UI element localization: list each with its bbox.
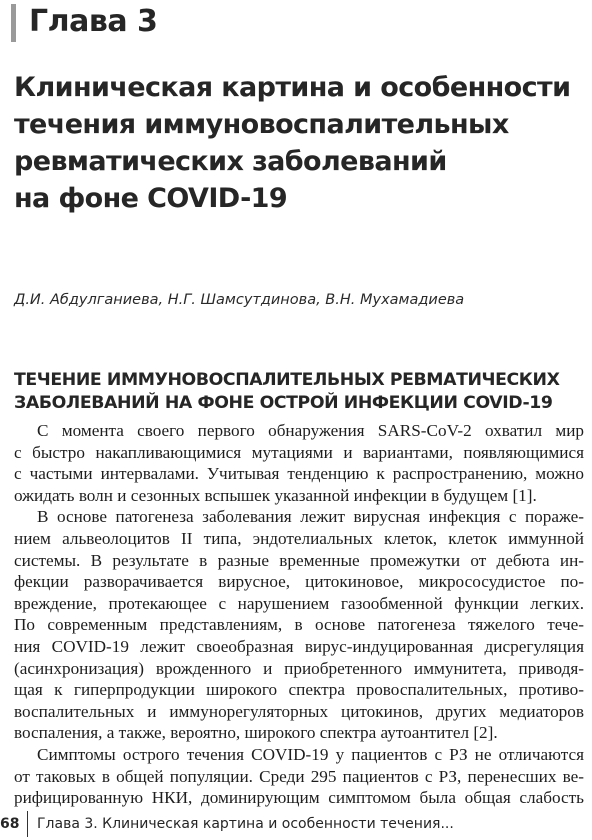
paragraph-line: от таковых в общей популяции. Среди 295 пациентов с РЗ, перенесших ве- xyxy=(14,766,584,786)
paragraph-line: С момента своего первого обнаружения SARS-CoV-2 охватил мир xyxy=(37,421,584,440)
body-text xyxy=(14,420,584,809)
footer-divider xyxy=(27,811,28,837)
paragraph-line: Симптомы острого течения COVID-19 у пациентов с РЗ не отличаются xyxy=(37,744,584,764)
page-number: 68 xyxy=(0,816,20,832)
chapter-title-line: Клиническая картина и особенности xyxy=(14,72,571,103)
paragraph-line: щая к гиперпродукции широкого спектра провоспалительных, противо- xyxy=(14,680,584,700)
paragraph-line: с частыми интервалами. Учитывая тенденцию к распространению, можно xyxy=(14,464,584,484)
page-footer xyxy=(0,810,592,838)
paragraph-line: ожидать волн и сезонных вспышек указанной инфекции в будущем [1]. xyxy=(14,485,537,505)
paragraph-line: (асинхронизация) врожденного и приобретенного иммунитета, приводя- xyxy=(14,658,584,678)
paragraph-line: воспалительных и иммунорегуляторных цитокинов, других медиаторов xyxy=(14,701,584,721)
authors-line: Д.И. Абдулганиева, Н.Г. Шамсутдинова, В.Н. Мухамадиева xyxy=(14,292,465,308)
paragraph-line: системы. В результате в разные временные промежутки от дебюта ин- xyxy=(14,550,584,570)
paragraph-line: вреждение, протекающее с нарушением газообменной функции легких. xyxy=(14,593,584,613)
section-heading xyxy=(14,369,584,415)
paragraph-line: нием альвеолоцитов II типа, эндотелиальных клеток, клеток иммунной xyxy=(14,528,584,548)
paragraph-line: По современным представлениям, в основе патогенеза тяжелого тече- xyxy=(14,615,584,635)
paragraph-line: воспаления, а также, вероятно, широкого спектра аутоантител [2]. xyxy=(14,723,498,743)
paragraph-line: ния COVID-19 лежит своеобразная вирус-индуцированная дисрегуляция xyxy=(14,636,584,656)
section-heading-line: ТЕЧЕНИЕ ИММУНОВОСПАЛИТЕЛЬНЫХ РЕВМАТИЧЕСКИХ xyxy=(14,370,560,390)
chapter-title xyxy=(14,69,584,217)
section-heading-line: ЗАБОЛЕВАНИЙ НА ФОНЕ ОСТРОЙ ИНФЕКЦИИ COVID-19 xyxy=(14,393,553,413)
paragraph-line: фекции разворачивается вирусное, цитокиновое, микрососудистое по- xyxy=(14,572,584,592)
running-title: Глава 3. Клиническая картина и особенности течения... xyxy=(37,816,454,832)
chapter-title-line: на фоне COVID-19 xyxy=(14,183,288,214)
chapter-title-line: течения иммуновоспалительных xyxy=(14,109,509,140)
chapter-title-line: ревматических заболеваний xyxy=(14,146,447,177)
chapter-label: Глава 3 xyxy=(29,4,158,39)
paragraph-line: рифицированную НКИ, доминирующим симптомом была общая слабость xyxy=(14,788,584,808)
paragraph-line: В основе патогенеза заболевания лежит вирусная инфекция с пораже- xyxy=(37,507,584,527)
paragraph-line: с быстро накапливающимися мутациями и вариантами, появляющимися xyxy=(14,442,584,462)
chapter-marker-bar xyxy=(11,4,16,42)
